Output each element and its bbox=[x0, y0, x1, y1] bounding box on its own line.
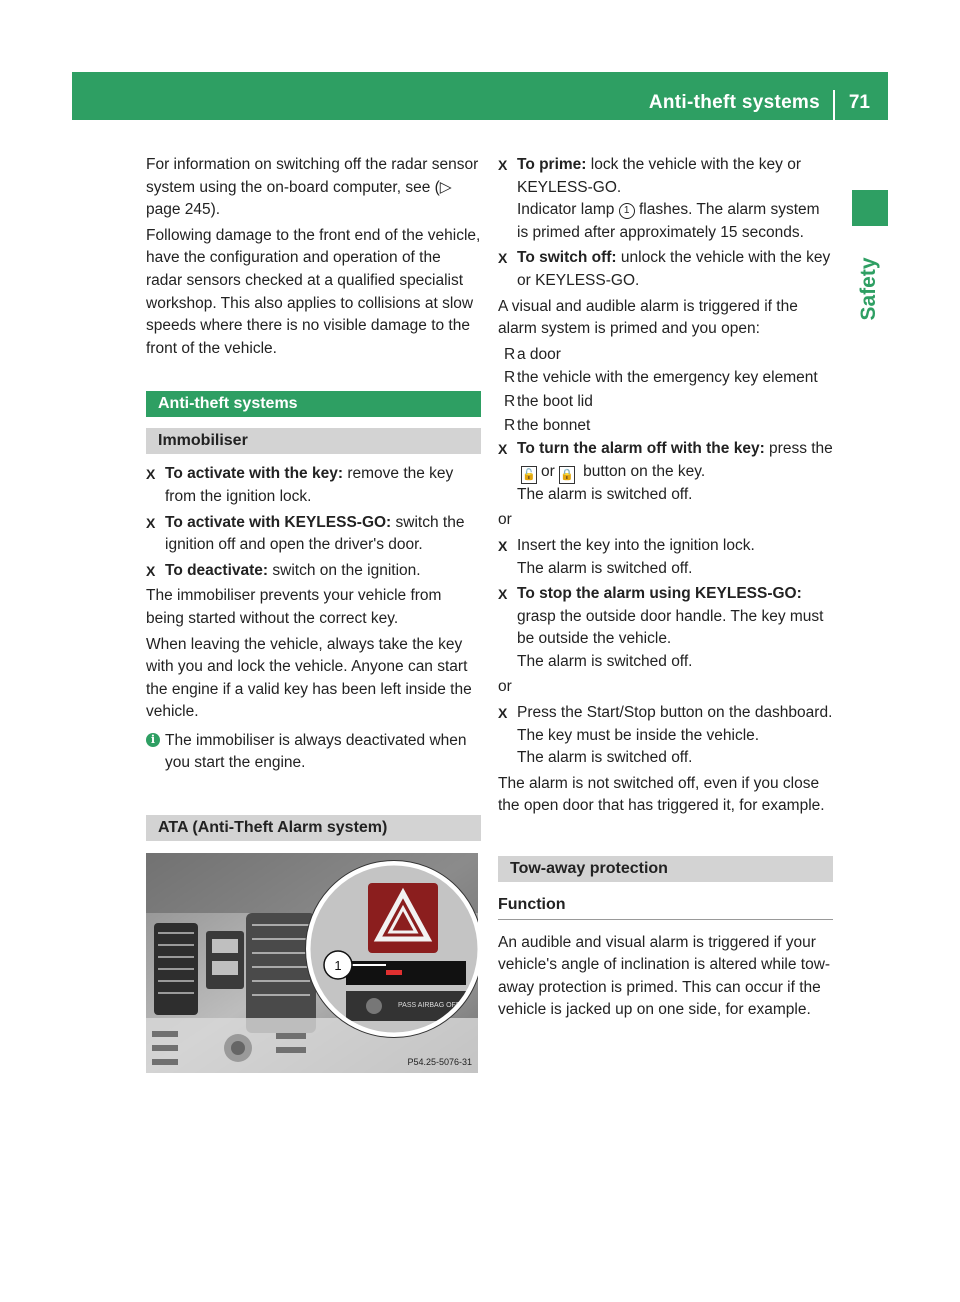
indicator-ref-icon: 1 bbox=[619, 203, 635, 219]
left-column bbox=[146, 154, 481, 1081]
step-marker-icon: X bbox=[498, 537, 508, 554]
step-marker-icon: X bbox=[498, 250, 508, 267]
lock-key-icon: 🔒 bbox=[559, 466, 575, 484]
right-column bbox=[498, 154, 833, 1025]
not-off-note: The alarm is not switched off, even if you close the open door that has triggered it, for example. bbox=[498, 774, 825, 815]
step-insert-key: X Insert the key into the ignition lock. The alarm is switched off. bbox=[498, 536, 755, 577]
step-marker-icon: X bbox=[498, 157, 508, 173]
step-switch-off: X To switch off: unlock the vehicle with the key or KEYLESS-GO. bbox=[498, 249, 831, 289]
step-marker-icon: X bbox=[146, 514, 156, 531]
intro-paragraph-1: For information on switching off the radar sensor system using the on-board computer, see (▷ page 245). bbox=[146, 156, 479, 219]
chapter-title: Anti-theft systems bbox=[648, 92, 820, 113]
step-press-start-stop: X Press the Start/Stop button on the dashboard. The key must be inside the vehicle. The alarm is switched off. bbox=[498, 704, 833, 767]
step-stop-keyless: X To stop the alarm using KEYLESS-GO: grasp the outside door handle. The key must be outside the vehicle. The alarm is switched off. bbox=[498, 585, 824, 670]
page-number: 71 bbox=[848, 92, 870, 113]
or-separator: or bbox=[498, 678, 512, 696]
ata-heading: ATA (Anti-Theft Alarm system) bbox=[146, 815, 481, 841]
or-separator: or bbox=[498, 511, 512, 529]
list-item: R the boot lid bbox=[504, 392, 593, 410]
intro-paragraph-2: Following damage to the front end of the vehicle, have the configuration and operation of the radar sensors checked at a qualified specialist workshop. This also applies to collisions at slow speeds where there is no visible damage to the front of the vehicle. bbox=[146, 226, 481, 357]
unlock-key-icon: 🔓 bbox=[521, 466, 537, 484]
step-marker-icon: X bbox=[498, 586, 508, 603]
step-marker-icon: X bbox=[498, 441, 508, 458]
step-marker-icon: X bbox=[146, 466, 156, 483]
step-marker-icon: X bbox=[146, 562, 156, 579]
immobiliser-paragraph-1: The immobiliser prevents your vehicle from being started without the correct key. bbox=[146, 587, 442, 627]
step-prime: X To prime: lock the vehicle with the key or KEYLESS-GO. Indicator lamp 1 flashes. The alarm system is primed after approximately 15 seconds. bbox=[498, 156, 820, 241]
section-heading: Anti-theft systems bbox=[146, 391, 481, 417]
section-tab-label: Safety bbox=[857, 257, 880, 321]
info-text: The immobiliser is always deactivated when you start the engine. bbox=[165, 731, 467, 772]
airbag-button-label: PASS AIRBAG OFF bbox=[398, 1002, 461, 1010]
step-activate-key: X To activate with the key: remove the key from the ignition lock. bbox=[146, 465, 454, 505]
page-header bbox=[72, 72, 888, 120]
tow-away-text: An audible and visual alarm is triggered if your vehicle's angle of inclination is altered while tow-away protection is primed. This can occur if the vehicle is jacked up on one side, for example. bbox=[498, 933, 831, 1019]
header-divider bbox=[833, 90, 835, 120]
function-heading: Function bbox=[498, 894, 833, 920]
step-deactivate: X To deactivate: switch on the ignition. bbox=[146, 560, 481, 583]
section-tab bbox=[854, 236, 884, 342]
list-item: R a door bbox=[504, 345, 561, 363]
step-activate-keyless: X To activate with KEYLESS-GO: switch the ignition off and open the driver's door. bbox=[146, 513, 465, 554]
info-icon: i bbox=[146, 733, 160, 747]
figure-code: P54.25-5076-31 bbox=[407, 1057, 472, 1068]
dashboard-figure bbox=[146, 853, 478, 1073]
list-item: R the vehicle with the emergency key element bbox=[504, 369, 818, 387]
tow-away-heading: Tow-away protection bbox=[498, 856, 833, 882]
info-note bbox=[146, 730, 481, 775]
section-marker bbox=[852, 190, 888, 226]
step-marker-icon: X bbox=[498, 705, 508, 722]
alarm-intro: A visual and audible alarm is triggered if the alarm system is primed and you open: bbox=[498, 297, 798, 338]
step-turn-off-key: X To turn the alarm off with the key: press the 🔓 or 🔒 button on the key. The alarm is switched off. bbox=[498, 440, 833, 503]
immobiliser-paragraph-2: When leaving the vehicle, always take the key with you and lock the vehicle. Anyone can start the engine if a valid key has been left inside the vehicle. bbox=[146, 635, 472, 721]
list-item: R the bonnet bbox=[504, 416, 591, 434]
immobiliser-heading: Immobiliser bbox=[146, 428, 481, 454]
callout-number: 1 bbox=[334, 958, 342, 974]
